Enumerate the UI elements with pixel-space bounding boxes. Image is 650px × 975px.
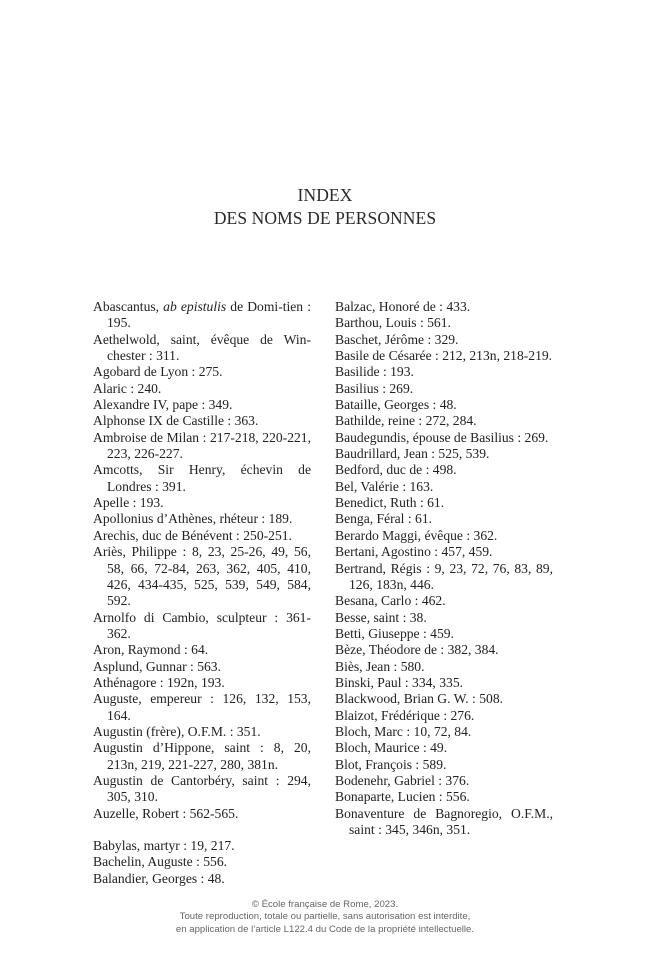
- index-entry: Alexandre IV, pape : 349.: [93, 397, 233, 413]
- index-column-right: [335, 299, 553, 838]
- index-entry: Auzelle, Robert : 562-565.: [93, 805, 239, 821]
- index-entry: Blackwood, Brian G. W. : 508.: [335, 691, 504, 707]
- index-entry: Besse, saint : 38.: [335, 609, 427, 625]
- index-entry: Baschet, Jérôme : 329.: [335, 331, 459, 347]
- index-entry: Benga, Féral : 61.: [335, 511, 433, 527]
- index-heading: [0, 184, 650, 230]
- index-column-left: [93, 299, 311, 887]
- index-entry: Alphonse IX de Castille : 363.: [93, 413, 259, 429]
- index-subtitle: DES NOMS DE PERSONNES: [213, 208, 437, 228]
- index-entry: Agobard de Lyon : 275.: [93, 364, 223, 380]
- index-entry: Arechis, duc de Bénévent : 250-251.: [93, 527, 292, 543]
- index-entry: Baudegundis, épouse de Basilius : 269.: [335, 429, 549, 445]
- index-entry: Blot, François : 589.: [335, 756, 447, 772]
- index-entry: Bèze, Théodore de : 382, 384.: [335, 642, 499, 658]
- index-entry: Bathilde, reine : 272, 284.: [335, 413, 477, 429]
- index-entry: Baudrillard, Jean : 525, 539.: [335, 446, 490, 462]
- index-entry: Apollonius d’Athènes, rhéteur : 189.: [93, 511, 293, 527]
- index-entry: Bloch, Maurice : 49.: [335, 740, 448, 756]
- entry-italic-text: ab epistulis: [163, 299, 227, 314]
- index-entry: Bertrand, Régis : 9, 23, 72, 76, 83, 89, 126, 183n, 446.: [335, 560, 553, 592]
- index-entry: Apelle : 193.: [93, 495, 164, 511]
- index-entry: Barthou, Louis : 561.: [335, 315, 451, 331]
- index-entry: Blaizot, Frédérique : 276.: [335, 707, 475, 723]
- copyright-footer: [0, 899, 650, 936]
- index-entry: Bataille, Georges : 48.: [335, 397, 457, 413]
- index-entry: Basilide : 193.: [335, 364, 414, 380]
- index-entry: Bel, Valérie : 163.: [335, 478, 434, 494]
- index-entry: Babylas, martyr : 19, 217.: [93, 838, 235, 853]
- index-entry: Bloch, Marc : 10, 72, 84.: [335, 723, 472, 739]
- index-entry: Balzac, Honoré de : 433.: [335, 299, 471, 314]
- index-entry: Bonaparte, Lucien : 556.: [335, 789, 470, 805]
- entry-text: de Domi-tien : 195.: [107, 299, 311, 331]
- index-entry: Athénagore : 192n, 193.: [93, 674, 225, 690]
- index-entry: Aethelwold, saint, évêque de Win-chester : 311.: [93, 331, 311, 364]
- index-entry: Balandier, Georges : 48.: [93, 870, 225, 886]
- index-entry: Biès, Jean : 580.: [335, 658, 425, 674]
- index-entry: Asplund, Gunnar : 563.: [93, 658, 221, 674]
- entry-text: Abascantus,: [93, 299, 164, 314]
- index-entry: Bachelin, Auguste : 556.: [93, 854, 228, 870]
- index-entry: Arnolfo di Cambio, sculpteur : 361-362.: [93, 609, 311, 641]
- index-entry: Bodenehr, Gabriel : 376.: [335, 772, 470, 788]
- footer-line: © École française de Rome, 2023.: [251, 899, 399, 910]
- index-entry: Basile de Césarée : 212, 213n, 218-219.: [335, 348, 553, 364]
- index-entry: Berardo Maggi, évêque : 362.: [335, 527, 498, 543]
- index-entry: Augustin d’Hippone, saint : 8, 20, 213n, 219, 221-227, 280, 381n.: [93, 740, 311, 772]
- index-entry: Binski, Paul : 334, 335.: [335, 674, 464, 690]
- index-entry: Augustin de Cantorbéry, saint : 294, 305, 310.: [93, 772, 311, 805]
- index-entry: Aron, Raymond : 64.: [93, 642, 209, 658]
- index-entry: Ambroise de Milan : 217-218, 220-221, 223, 226-227.: [93, 429, 311, 462]
- index-entry: [93, 299, 311, 332]
- index-entry: Bertani, Agostino : 457, 459.: [335, 544, 493, 560]
- index-entry: Bedford, duc de : 498.: [335, 462, 457, 478]
- index-entry: Amcotts, Sir Henry, échevin de Londres : 391.: [93, 462, 311, 494]
- index-entry: Benedict, Ruth : 61.: [335, 495, 445, 511]
- index-entry: Augustin (frère), O.F.M. : 351.: [93, 723, 261, 739]
- index-entry: Betti, Giuseppe : 459.: [335, 625, 454, 641]
- index-entry: Besana, Carlo : 462.: [335, 593, 446, 609]
- index-entry: Bonaventure de Bagnoregio, O.F.M., saint : 345, 346n, 351.: [335, 805, 553, 837]
- footer-line: Toute reproduction, totale ou partielle, sans autorisation est interdite,: [179, 911, 471, 923]
- index-entry: Auguste, empereur : 126, 132, 153, 164.: [93, 691, 311, 723]
- index-title: INDEX: [297, 185, 353, 205]
- footer-line: en application de l’article L122.4 du Code de la propriété intellectuelle.: [175, 923, 475, 935]
- index-entry: Basilius : 269.: [335, 380, 414, 396]
- index-entry: Ariès, Philippe : 8, 23, 25-26, 49, 56, 58, 66, 72-84, 263, 362, 405, 410, 426, 434-435, 525, 539, 549, 584, 592.: [93, 544, 311, 609]
- index-entry: Alaric : 240.: [93, 380, 162, 396]
